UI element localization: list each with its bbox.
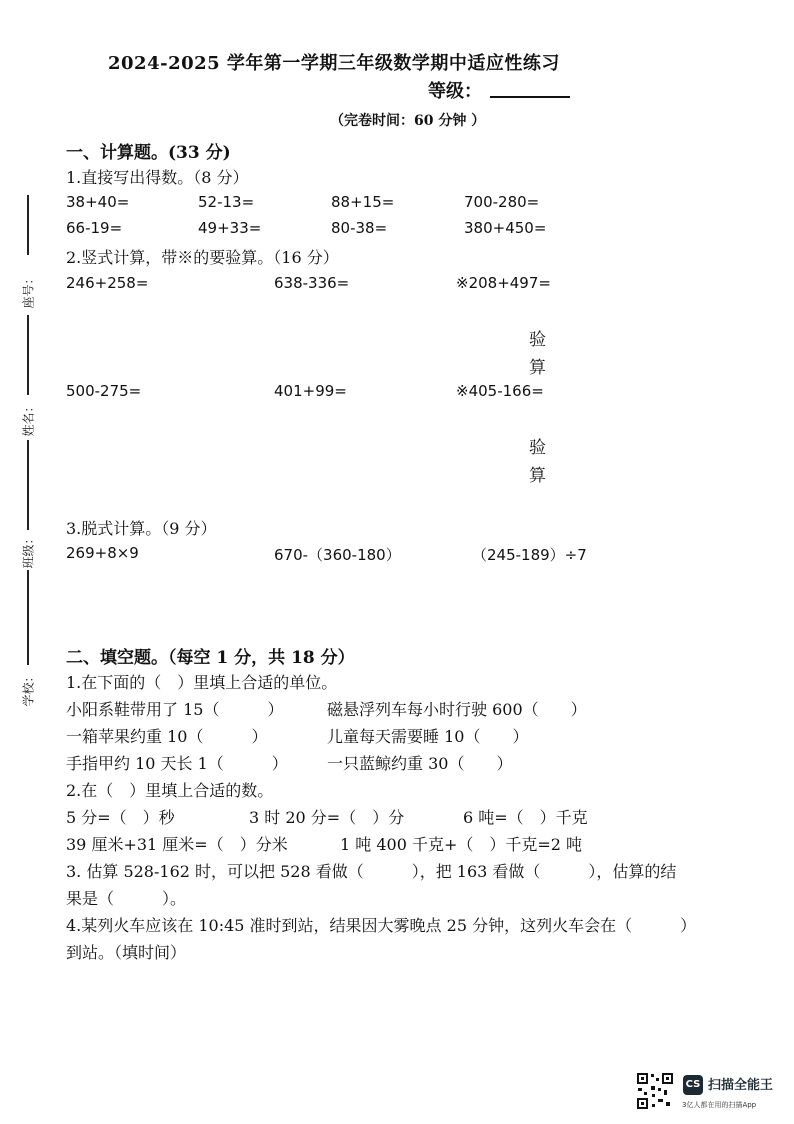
q1-label: 1.直接写出得数。（8 分） xyxy=(66,168,249,187)
fill-item: 小阳系鞋带用了 15（ ） xyxy=(66,700,284,719)
q1-item: 66-19= xyxy=(66,219,123,237)
q3-item: 269+8×9 xyxy=(66,544,139,562)
s2-q4-line: 到站。（填时间） xyxy=(66,943,187,962)
margin-line-school xyxy=(27,570,29,665)
grade-blank xyxy=(490,96,570,98)
q3-item: 670-（360-180） xyxy=(274,546,401,564)
fill-item: 一箱苹果约重 10（ ） xyxy=(66,727,268,746)
q2-item: ※405-166= xyxy=(456,382,544,400)
fill-item: 磁悬浮列车每小时行驶 600（ ） xyxy=(327,700,587,719)
grade-label: 等级： xyxy=(428,81,482,102)
fill-item: 手指甲约 10 天长 1（ ） xyxy=(66,754,288,773)
margin-line-seat xyxy=(27,195,29,255)
margin-line-class xyxy=(27,440,29,530)
q2-label: 2.竖式计算，带※的要验算。（16 分） xyxy=(66,248,339,267)
margin-line-name xyxy=(27,315,29,395)
check-label: 验 xyxy=(529,330,546,350)
s2-q2-label: 2.在（ ）里填上合适的数。 xyxy=(66,781,274,800)
margin-label-school: 学校： xyxy=(21,670,36,707)
s2-q4-line: 4.某列火车应该在 10:45 准时到站，结果因大雾晚点 25 分钟，这列火车会在（ ） xyxy=(66,916,697,935)
margin-label-class: 班级： xyxy=(21,532,36,569)
q1-item: 52-13= xyxy=(198,193,255,211)
s2-q1-label: 1.在下面的（ ）里填上合适的单位。 xyxy=(66,673,338,692)
fill-item: 3 时 20 分=（ ）分 xyxy=(249,808,405,827)
time-note: （完卷时间：60 分钟 ） xyxy=(330,113,486,129)
qr-code-icon xyxy=(636,1072,674,1110)
fill-item: 6 吨=（ ）千克 xyxy=(463,808,588,827)
fill-item: 1 吨 400 千克+（ ）千克=2 吨 xyxy=(340,835,583,854)
q2-item: 401+99= xyxy=(274,382,347,400)
check-label: 验 xyxy=(529,438,546,458)
q2-item: ※208+497= xyxy=(456,274,551,292)
q1-item: 38+40= xyxy=(66,193,130,211)
q2-item: 246+258= xyxy=(66,274,149,292)
fill-item: 5 分=（ ）秒 xyxy=(66,808,175,827)
fill-item: 39 厘米+31 厘米=（ ）分米 xyxy=(66,835,288,854)
q3-label: 3.脱式计算。（9 分） xyxy=(66,519,217,538)
fill-item: 一只蓝鲸约重 30（ ） xyxy=(327,754,513,773)
check-label: 算 xyxy=(529,466,546,486)
fill-item: 儿童每天需要睡 10（ ） xyxy=(327,727,529,746)
margin-label-name: 姓名： xyxy=(21,400,36,437)
q1-item: 49+33= xyxy=(198,219,262,237)
q1-item: 380+450= xyxy=(464,219,547,237)
q1-item: 88+15= xyxy=(331,193,395,211)
scanner-name: 扫描全能王 xyxy=(708,1078,774,1093)
margin-label-seat: 座号： xyxy=(21,272,36,309)
section2-heading: 二、填空题。（每空 1 分，共 18 分） xyxy=(66,648,355,668)
s2-q3-line: 3. 估算 528-162 时，可以把 528 看做（ ），把 163 看做（ ），估算的结 xyxy=(66,862,677,881)
check-label: 算 xyxy=(529,358,546,378)
section1-heading: 一、计算题。(33 分) xyxy=(66,143,231,163)
page-title: 2024-2025 学年第一学期三年级数学期中适应性练习 xyxy=(108,53,560,74)
scanner-tagline: 3亿人都在用的扫描App xyxy=(682,1101,757,1109)
q2-item: 500-275= xyxy=(66,382,142,400)
q3-item: （245-189）÷7 xyxy=(472,546,587,564)
q1-item: 700-280= xyxy=(464,193,540,211)
camscanner-logo: CS xyxy=(683,1075,703,1095)
q2-item: 638-336= xyxy=(274,274,350,292)
q1-item: 80-38= xyxy=(331,219,388,237)
s2-q3-line: 果是（ ）。 xyxy=(66,889,187,908)
